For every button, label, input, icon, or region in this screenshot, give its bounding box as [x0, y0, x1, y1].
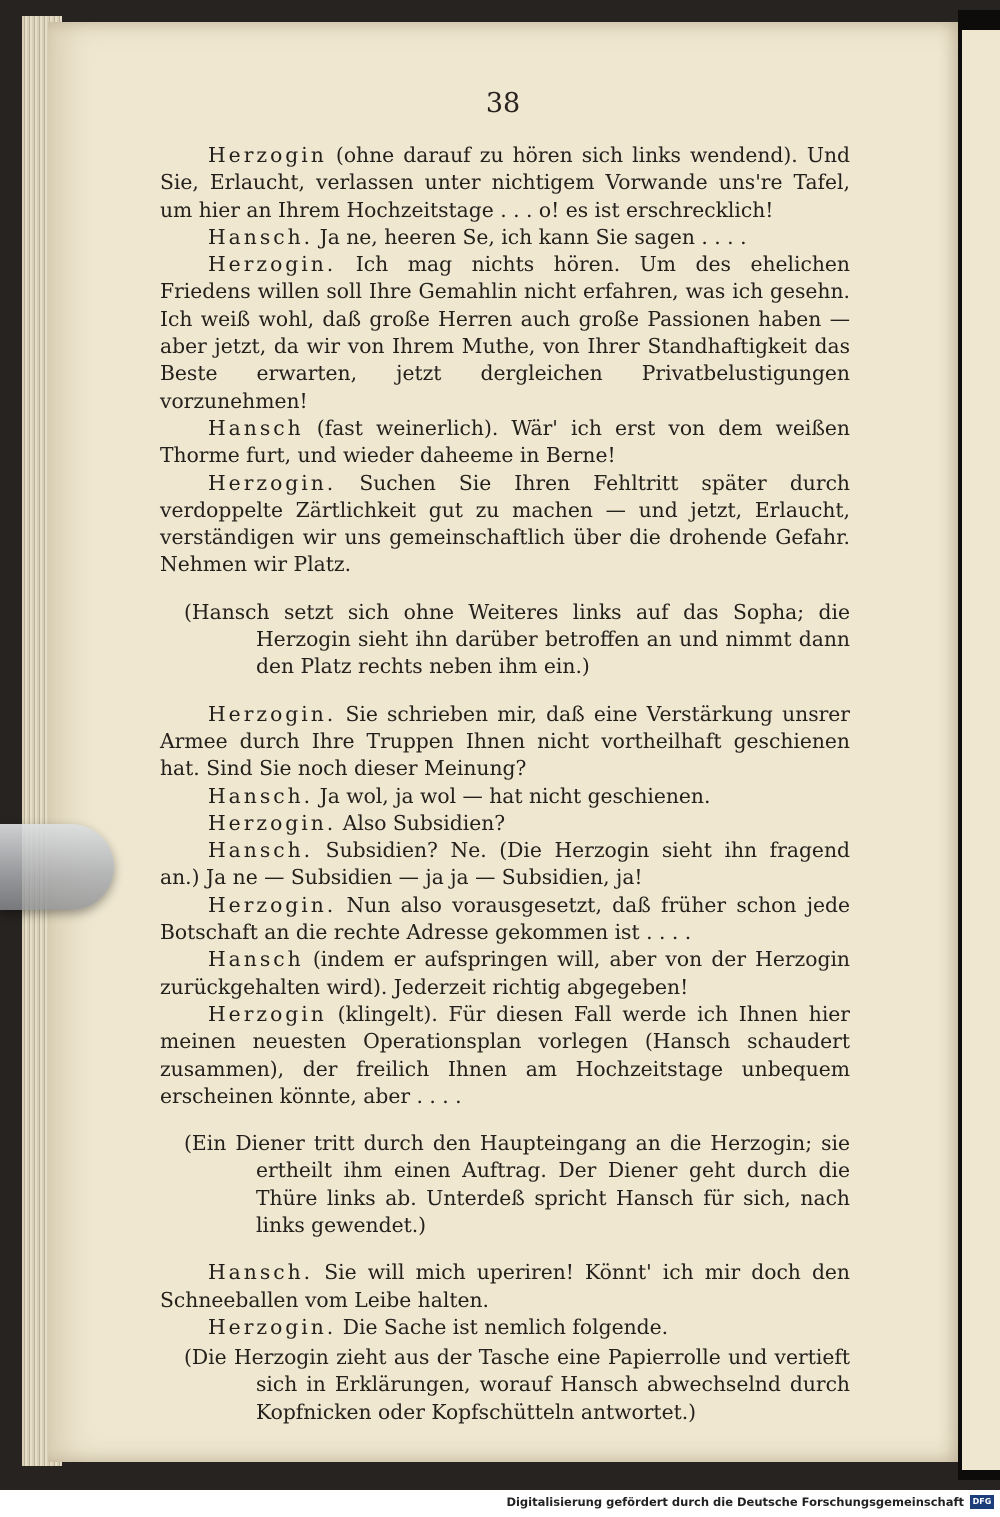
speech-paragraph: [160, 1001, 850, 1110]
page-number: 38: [485, 88, 521, 119]
speech-paragraph: [160, 251, 850, 415]
speaker-name: Herzogin.: [208, 1314, 337, 1339]
stage-direction: (Ein Diener tritt durch den Haupteingang an die Herzogin; sie ertheilt ihm einen Auftrag. Der Diener geht durch die Thüre links ab. Unterdeß spricht Hansch für sich, nach links gewendet.): [184, 1131, 850, 1237]
speaker-direction: (fast weinerlich).: [303, 415, 499, 440]
speech-text: Ja wol, ja wol — hat nicht geschienen.: [313, 783, 711, 808]
speech-text: Für diesen Fall werde ich Ihnen hier meinen neuesten Operationsplan vorlegen (Hansch schaudert zusammen), der freilich Ihnen am Hochzeitstage unbequem erscheinen könnte, aber . . . .: [160, 1001, 850, 1108]
speech-text: Die Sache ist nemlich folgende.: [336, 1314, 669, 1339]
funding-credit: Digitalisierung gefördert durch die Deutsche Forschungsgemeinschaft: [506, 1495, 964, 1509]
dfg-logo-icon: DFG: [970, 1495, 994, 1509]
speech-paragraph: [160, 470, 850, 579]
speaker-name: Herzogin: [208, 1001, 327, 1026]
speech-text: Sie will mich uperiren! Könnt' ich mir doch den Schneeballen vom Leibe halten.: [160, 1260, 850, 1312]
facing-page-edge: [962, 30, 1000, 1470]
speaker-name: Hansch.: [208, 224, 314, 249]
speaker-name: Hansch: [208, 947, 304, 972]
speech-paragraph: [160, 701, 850, 783]
stage-direction: (Hansch setzt sich ohne Weiteres links auf das Sopha; die Herzogin sieht ihn darüber betroffen an und nimmt dann den Platz rechts neben ihm ein.): [184, 599, 850, 679]
speech-text: Suchen Sie Ihren Fehltritt später durch verdoppelte Zärtlichkeit gut zu machen — und jetzt, Erlaucht, verständigen wir uns gemeinschaftlich über die drohende Gefahr. Nehmen wir Platz.: [160, 470, 850, 577]
speaker-name: Hansch.: [208, 783, 314, 808]
speaker-name: Herzogin.: [208, 470, 337, 495]
speech-text: Subsidien? Ne. (Die Herzogin sieht ihn fragend an.) Ja ne — Subsidien — ja ja — Subsidien, ja!: [160, 838, 850, 890]
speaker-name: Hansch: [208, 415, 304, 440]
speaker-name: Herzogin.: [208, 892, 337, 917]
speaker-direction: (klingelt).: [326, 1001, 438, 1026]
speech-paragraph: [160, 783, 850, 810]
speaker-direction: (ohne darauf zu hören sich links wendend).: [326, 143, 798, 167]
stage-direction: (Die Herzogin zieht aus der Tasche eine Papierrolle und vertieft sich in Erklärungen, worauf Hansch abwechselnd durch Kopfnicken oder Kopfschütteln antwortet.): [184, 1345, 850, 1424]
speech-text: Ja ne, heeren Se, ich kann Sie sagen . . . .: [313, 224, 747, 249]
speaker-name: Hansch.: [208, 1260, 314, 1285]
speaker-name: Herzogin: [208, 143, 327, 167]
speech-paragraph: [160, 1259, 850, 1314]
speech-paragraph: [160, 946, 850, 1001]
page-clip: [0, 824, 114, 910]
speech-text: Also Subsidien?: [336, 810, 506, 835]
footer-bar: [0, 1490, 1000, 1517]
page-text: [160, 142, 850, 1429]
speaker-name: Hansch.: [208, 838, 314, 863]
speech-paragraph: [160, 415, 850, 470]
speech-text: Jederzeit richtig abgegeben!: [387, 974, 689, 999]
speaker-direction: (indem er aufspringen will, aber von der Herzogin zurückgehalten wird).: [160, 947, 850, 999]
speech-text: Und Sie, Erlaucht, verlassen unter nichtigem Vorwande uns're Tafel, um hier an Ihrem Hochzeitstage . . . o! es ist erschrecklich!: [160, 143, 850, 222]
speaker-name: Herzogin.: [208, 252, 337, 277]
speaker-name: Herzogin.: [208, 810, 337, 835]
speech-paragraph: [160, 1314, 850, 1341]
speech-text: Ich mag nichts hören. Um des ehelichen Friedens willen soll Ihre Gemahlin nicht erfahren, was ich gesehn. Ich weiß wohl, daß große Herren auch große Passionen haben — aber jetzt, da wir von Ihrem Muthe, von Ihrer Standhaftigkeit das Beste erwarten, jetzt dergleichen Privatbelustigungen vorzunehmen!: [160, 252, 850, 413]
speech-paragraph: [160, 837, 850, 892]
speaker-name: Herzogin.: [208, 701, 337, 726]
speech-paragraph: [160, 810, 850, 837]
speech-paragraph: [160, 142, 850, 224]
speech-paragraph: [160, 892, 850, 947]
speech-text: Wär' ich erst von dem weißen Thorme furt, und wieder daheeme in Berne!: [160, 415, 850, 468]
speech-text: Nun also vorausgesetzt, daß früher schon jede Botschaft an die rechte Adresse gekommen ist . . . .: [160, 892, 850, 945]
speech-paragraph: [160, 224, 850, 251]
speech-text: Sie schrieben mir, daß eine Verstärkung unsrer Armee durch Ihre Truppen Ihnen nicht vortheilhaft geschienen hat. Sind Sie noch dieser Meinung?: [160, 701, 850, 781]
